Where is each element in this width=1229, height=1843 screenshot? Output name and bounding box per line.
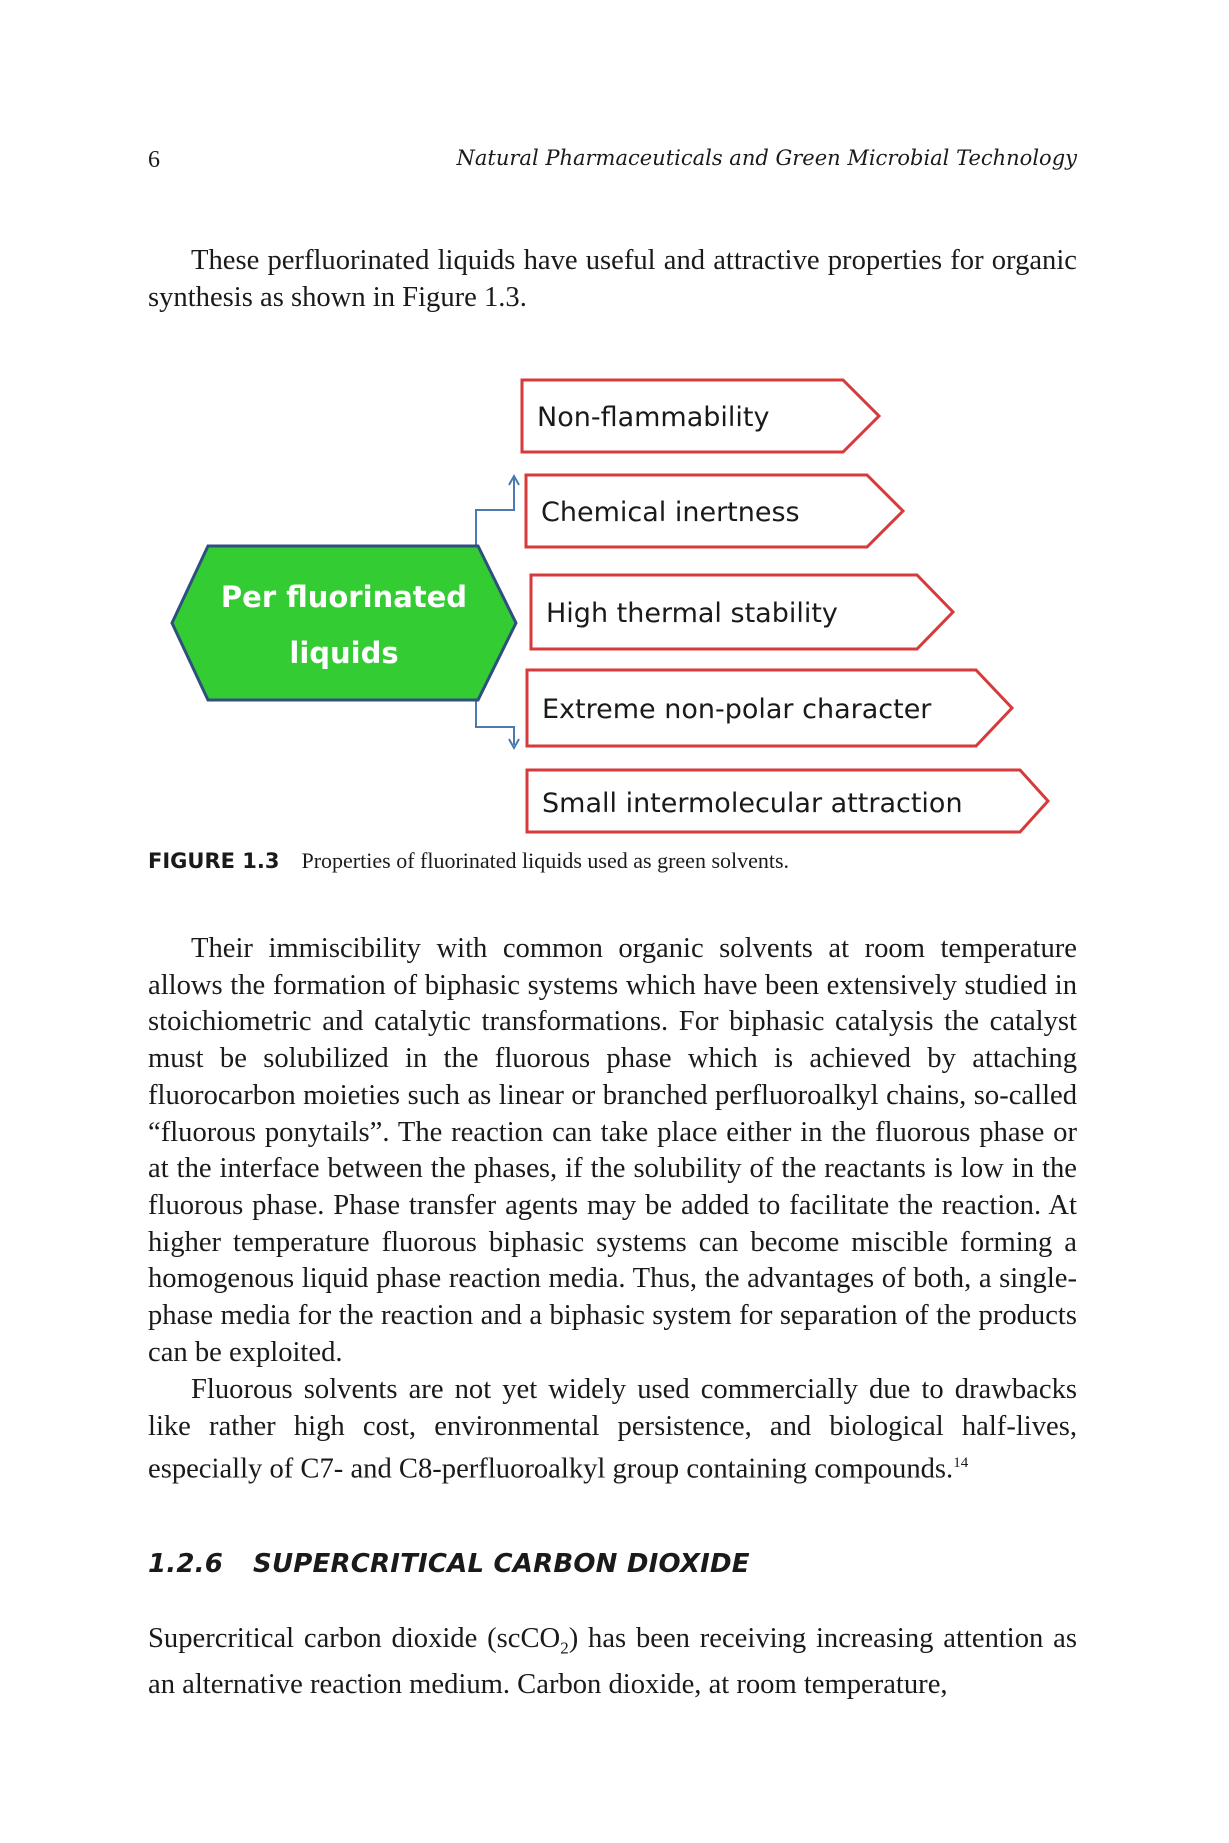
property-arrow-3 xyxy=(531,575,953,649)
paragraph-2-text: Fluorous solvents are not yet widely used commercially due to drawbacks like rather high cost, environmental persistence, and biological half-lives, especially of C7- and C8-perfluoroalkyl group containing compounds. xyxy=(148,1374,1077,1485)
section-text-part1: Supercritical carbon dioxide (scCO xyxy=(148,1623,561,1654)
page-number: 6 xyxy=(148,147,160,173)
figure-caption xyxy=(148,848,789,874)
section-text-part2: ) has been receiving increasing attention as an alternative reaction medium. Carbon dioxide, at room temperature, xyxy=(148,1623,1077,1701)
connector-up xyxy=(476,478,514,545)
section-heading xyxy=(148,1549,750,1579)
center-label-line2: liquids xyxy=(289,636,399,670)
intro-paragraph: These perfluorinated liquids have useful and attractive properties for organic synthesis as shown in Figure 1.3. xyxy=(148,245,1077,313)
section-title: SUPERCRITICAL CARBON DIOXIDE xyxy=(253,1549,750,1579)
property-label: High thermal stability xyxy=(546,598,838,629)
property-label: Extreme non-polar character xyxy=(542,694,932,725)
property-label: Non-flammability xyxy=(537,402,770,433)
connector-down xyxy=(476,700,514,745)
property-arrow-5 xyxy=(527,770,1048,832)
body-paragraph-2 xyxy=(148,1372,1077,1489)
subscript-two: 2 xyxy=(560,1638,569,1658)
property-arrow-1 xyxy=(522,380,879,452)
property-arrow-4 xyxy=(527,670,1012,746)
section-paragraph xyxy=(148,1621,1077,1704)
property-arrow-2 xyxy=(526,475,903,547)
property-label: Small intermolecular attraction xyxy=(542,788,963,819)
body-paragraph-1: Their immiscibility with common organic solvents at room temperature allows the formation of biphasic systems which have been extensively studied in stoichiometric and catalytic transformations. For biphasic catalysis the catalyst must be solubilized in the fluorous phase which is achieved by attaching fluorocarbon moieties such as linear or branched perfluoroalkyl chains, so-called “fluorous ponytails”. The reaction can take place either in the fluorous phase or at the interface between the phases, if the solubility of the reactants is low in the fluorous phase. Phase transfer agents may be added to facilitate the reaction. At higher temperature fluorous biphasic systems can become miscible forming a homogenous liquid phase reaction media. Thus, the advantages of both, a single-phase media for the reaction and a biphasic system for separation of the products can be exploited. xyxy=(148,933,1077,1368)
reference-superscript: 14 xyxy=(953,1455,969,1472)
caption-text: Properties of fluorinated liquids used as green solvents. xyxy=(301,848,790,873)
center-label-line1: Per fluorinated xyxy=(220,580,468,614)
caption-label: FIGURE 1.3 xyxy=(148,849,280,873)
running-title: Natural Pharmaceuticals and Green Microbial Technology xyxy=(456,146,1077,170)
property-label: Chemical inertness xyxy=(541,497,800,528)
figure-1-3-diagram xyxy=(160,370,1060,840)
section-number: 1.2.6 xyxy=(148,1549,224,1579)
center-hexagon-shape xyxy=(172,546,516,700)
